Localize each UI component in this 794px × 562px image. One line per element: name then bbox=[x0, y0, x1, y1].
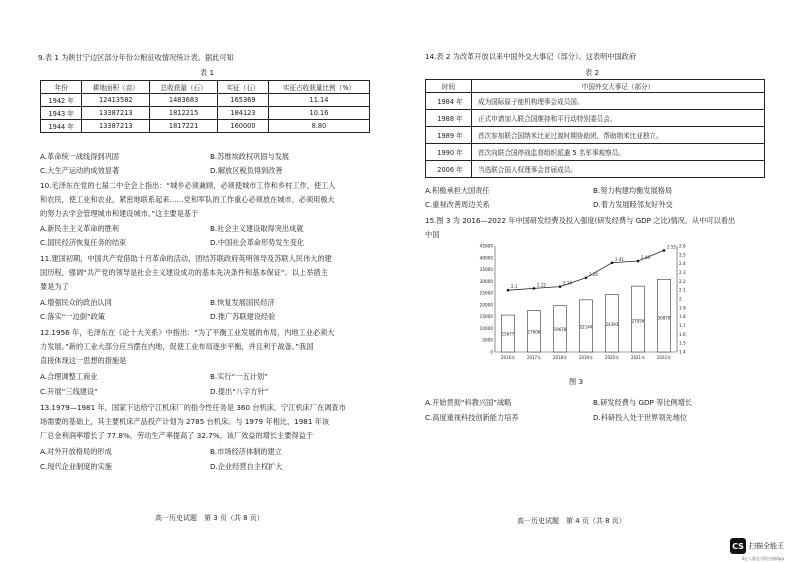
y-right-tick-label: 2.3 bbox=[679, 270, 686, 275]
bar-value-label: 19678 bbox=[553, 327, 567, 333]
q13-option-b: B.市场经济体制的建立 bbox=[210, 447, 282, 456]
y-right-tick-label: 1.6 bbox=[679, 331, 686, 337]
q15-option-d: D.科研投入处于世界领先地位 bbox=[593, 413, 688, 422]
y-right-tick-label: 1.7 bbox=[679, 323, 686, 328]
table-header-row bbox=[41, 81, 370, 94]
table-header-cell: 时间 bbox=[426, 80, 472, 93]
q9-stem: 9.表 1 为陕甘宁边区部分年份公粮征收情况统计表。据此可知 bbox=[38, 53, 234, 62]
intensity-point bbox=[663, 249, 666, 252]
table-cell: 1943 年 bbox=[41, 107, 82, 120]
table-cell: 12413582 bbox=[82, 94, 150, 107]
intensity-point bbox=[611, 261, 614, 264]
y-right-tick-label: 2.6 bbox=[679, 243, 686, 249]
q13-option-d: D.企业经营自主权扩大 bbox=[210, 462, 283, 471]
bar-value-label: 17606 bbox=[527, 329, 541, 335]
q11-option-c: C.落实“一边倒”政策 bbox=[40, 312, 106, 321]
table-row bbox=[41, 107, 370, 120]
table-2 bbox=[425, 79, 765, 178]
rd-chart bbox=[457, 240, 707, 368]
q14-stem: 14.表 2 为改革开放以来中国外交大事记（部分）。这表明中国政府 bbox=[425, 52, 637, 61]
table-header-cell: 耕地面积（亩） bbox=[82, 81, 150, 94]
q11-option-a: A.增强民众的政治认同 bbox=[40, 298, 112, 307]
y-left-tick-label: 45000 bbox=[479, 243, 493, 249]
y-right-tick-label: 1.8 bbox=[679, 314, 686, 320]
table-header-cell: 实征（石） bbox=[217, 81, 268, 94]
q15-option-c: C.高度重视科技创新能力培养 bbox=[425, 413, 519, 422]
y-left-tick-label: 10000 bbox=[479, 325, 493, 331]
table-cell: 8.80 bbox=[268, 120, 369, 133]
q10-stem-line: 10.毛泽东在党的七届二中全会上指出：“城乡必须兼顾，必须使城市工作和乡村工作，使工人 bbox=[40, 181, 336, 190]
table-cell: 正式申请加入联合国维持和平行动特别委员会。 bbox=[472, 110, 765, 127]
x-tick-label: 2017年 bbox=[526, 355, 542, 360]
bar-value-label: 27956 bbox=[631, 318, 645, 324]
q10-option-d: D.中国社会革命形势发生变化 bbox=[210, 238, 305, 247]
q10-stem-line: 的努力去学会管理城市和建设城市。”这主要是基于 bbox=[40, 209, 199, 218]
table-cell: 首次参加联合国纳米比亚过渡时期协助团，帮助纳米比亚独立。 bbox=[472, 127, 765, 144]
table-cell: 184123 bbox=[217, 107, 268, 120]
q12-option-a: A.合理调整工商业 bbox=[40, 372, 98, 381]
y-left-tick-label: 5000 bbox=[482, 337, 493, 343]
y-right-tick-label: 2.4 bbox=[679, 261, 686, 267]
table-header-row bbox=[426, 80, 765, 93]
table-1 bbox=[40, 80, 370, 133]
table-cell: 当选联合国人权理事会首届成员。 bbox=[472, 161, 765, 178]
y-left-tick-label: 15000 bbox=[479, 314, 493, 320]
q13-stem-line: 厂总金利润率增长了 77.8%，劳动生产率提高了 32.7%。该厂效益的增长主要得益于 bbox=[40, 431, 314, 440]
y-left-tick-label: 0 bbox=[490, 349, 493, 355]
q12-stem-line: 直接体现这一思想的措施是 bbox=[40, 356, 127, 365]
y-right-tick-label: 1.5 bbox=[679, 340, 686, 346]
y-right-tick-label: 2.5 bbox=[679, 252, 686, 258]
q13-stem-line: 13.1979—1981 年，国家下达给宁江机床厂的指令性任务是 360 台机床，宁江机床厂在调查市 bbox=[40, 403, 346, 412]
q14-option-d: D.着力发展睦邻友好外交 bbox=[593, 200, 673, 209]
x-tick-label: 2018年 bbox=[552, 355, 568, 360]
y-right-tick-label: 1.9 bbox=[679, 305, 686, 311]
intensity-value-label: 2.12 bbox=[537, 282, 546, 288]
q14-option-b: B.努力构建均衡发展格局 bbox=[593, 186, 673, 195]
q10-option-c: C.国民经济恢复任务的结束 bbox=[40, 238, 127, 247]
intensity-value-label: 2.24 bbox=[589, 271, 598, 277]
scanner-watermark bbox=[730, 538, 784, 561]
table-cell: 1988 年 bbox=[426, 110, 472, 127]
q11-option-b: B.恢复发展国民经济 bbox=[210, 298, 275, 307]
table-row bbox=[426, 144, 765, 161]
y-left-tick-label: 35000 bbox=[479, 267, 493, 273]
q12-option-b: B.实行“一五计划” bbox=[210, 372, 268, 381]
q12-option-c: C.开展“三线建设” bbox=[40, 387, 98, 396]
q15-stem-line: 15.图 3 为 2016—2022 年中国研发经费及投入强度(研发经费与 GDP 之比)情况。从中可以看出 bbox=[425, 216, 736, 225]
table-row bbox=[426, 93, 765, 110]
q11-stem-line: 要是为了 bbox=[40, 282, 69, 291]
table-cell: 1942 年 bbox=[41, 94, 82, 107]
y-left-tick-label: 25000 bbox=[479, 290, 493, 296]
figure3-caption: 图 3 bbox=[569, 377, 584, 386]
y-left-tick-label: 30000 bbox=[479, 278, 493, 284]
intensity-value-label: 2.41 bbox=[615, 256, 624, 262]
y-left-tick-label: 40000 bbox=[479, 255, 493, 261]
page-footer: 高一历史试题 第 3 页（共 8 页） bbox=[155, 514, 264, 522]
table-cell: 1483683 bbox=[150, 94, 218, 107]
table-cell: 成为国际原子能机构理事会成员国。 bbox=[472, 93, 765, 110]
table-cell: 首次向联合国停战监督组织派遣 5 名军事观察员。 bbox=[472, 144, 765, 161]
q9-option-d: D.解放区税负得到改善 bbox=[210, 166, 283, 175]
table-cell: 1990 年 bbox=[426, 144, 472, 161]
table2-caption: 表 2 bbox=[585, 68, 600, 77]
q13-stem-line: 场需要的基础上，其主要机床产品投产计划为 2785 台机床。与 1979 年相比，1981 年该 bbox=[40, 417, 330, 426]
table-row bbox=[426, 127, 765, 144]
table-cell: 13387213 bbox=[82, 120, 150, 133]
table-row bbox=[41, 120, 370, 133]
table-cell: 1944 年 bbox=[41, 120, 82, 133]
q13-option-c: C.现代企业制度的实施 bbox=[40, 462, 112, 471]
bar-value-label: 22144 bbox=[579, 324, 593, 330]
bar-value-label: 15677 bbox=[501, 331, 515, 337]
y-right-tick-label: 1.4 bbox=[679, 349, 686, 355]
q14-option-a: A.积极承担大国责任 bbox=[425, 186, 490, 195]
table-cell: 2006 年 bbox=[426, 161, 472, 178]
x-tick-label: 2019年 bbox=[578, 355, 594, 360]
q15-option-a: A.开始贯彻“科教兴国”战略 bbox=[425, 398, 512, 407]
x-tick-label: 2022年 bbox=[656, 355, 672, 360]
intensity-value-label: 2.55 bbox=[667, 244, 676, 250]
q15-stem-line: 中国 bbox=[425, 230, 440, 239]
table-cell: 1989 年 bbox=[426, 127, 472, 144]
intensity-point bbox=[533, 287, 536, 290]
camscanner-logo-icon: CS bbox=[730, 538, 746, 554]
table-cell: 11.14 bbox=[268, 94, 369, 107]
y-right-tick-label: 2.2 bbox=[679, 278, 686, 284]
table-cell: 10.16 bbox=[268, 107, 369, 120]
q12-stem-line: 12.1956 年，毛泽东在《论十大关系》中指出：“为了平衡工业发展的布局，内地工业必须大 bbox=[40, 328, 335, 337]
q12-option-d: D.提出“八字方针” bbox=[210, 387, 269, 396]
table-cell: 1812215 bbox=[150, 107, 218, 120]
intensity-point bbox=[585, 277, 588, 280]
x-tick-label: 2016年 bbox=[500, 355, 516, 360]
table-row bbox=[426, 110, 765, 127]
q15-option-b: B.研发经费与 GDP 等比例增长 bbox=[593, 398, 693, 407]
table-header-cell: 实征占收获量比例（%） bbox=[268, 81, 369, 94]
scanner-tagline: 3亿人都在用的扫描App bbox=[741, 556, 784, 561]
table-row bbox=[426, 161, 765, 178]
left-page bbox=[0, 0, 397, 560]
table-cell: 160000 bbox=[217, 120, 268, 133]
table-cell: 1984 年 bbox=[426, 93, 472, 110]
table-cell: 13387213 bbox=[82, 107, 150, 120]
q9-option-a: A.革命统一战线得到巩固 bbox=[40, 152, 119, 161]
table-cell: 1817221 bbox=[150, 120, 218, 133]
right-page bbox=[397, 0, 794, 560]
q13-option-a: A.对外开放格局的形成 bbox=[40, 447, 112, 456]
intensity-value-label: 2.1 bbox=[511, 284, 518, 290]
bar-value-label: 30870 bbox=[657, 315, 671, 321]
table-cell: 165369 bbox=[217, 94, 268, 107]
page-footer: 高一历史试题 第 4 页（共 8 页） bbox=[517, 517, 626, 525]
q10-option-a: A.新民主主义革命的胜利 bbox=[40, 224, 119, 233]
q14-option-c: C.重视改善周边关系 bbox=[425, 200, 490, 209]
q10-option-b: B.社会主义建设取得突出成就 bbox=[210, 224, 304, 233]
table-row bbox=[41, 94, 370, 107]
y-right-tick-label: 2.1 bbox=[679, 287, 686, 293]
y-left-tick-label: 20000 bbox=[479, 302, 493, 308]
bar-value-label: 24393 bbox=[605, 322, 619, 328]
x-tick-label: 2020年 bbox=[604, 355, 620, 360]
q11-stem-line: 11.建国初期，中国共产党借助十月革命的活动，团结苏联政府英明领导及苏联人民伟大的建 bbox=[40, 254, 332, 263]
y-right-tick-label: 2 bbox=[679, 296, 682, 302]
table-header-cell: 年份 bbox=[41, 81, 82, 94]
scanner-name: 扫描全能王 bbox=[749, 542, 784, 550]
q12-stem-line: 力发展。”新的工业大部分应当摆在内地，促使工业布局逐步平衡，并且利于战备。”我国 bbox=[40, 342, 314, 351]
q11-option-d: D.推广苏联建设经验 bbox=[210, 312, 276, 321]
intensity-point bbox=[507, 289, 510, 292]
intensity-value-label: 2.14 bbox=[563, 280, 572, 286]
x-tick-label: 2021年 bbox=[630, 355, 646, 360]
table-header-cell: 中国外交大事记（部分） bbox=[472, 80, 765, 93]
table1-caption: 表 1 bbox=[200, 68, 215, 77]
q11-stem-line: 国历程，强调“共产党的领导是社会主义建设成功的基本先决条件和基本保证”。以上举措主 bbox=[40, 268, 328, 277]
q9-option-b: B.苏维埃政权巩固与发展 bbox=[210, 152, 290, 161]
q9-option-c: C.大生产运动的成效显著 bbox=[40, 166, 120, 175]
intensity-point bbox=[559, 285, 562, 288]
q10-stem-line: 和农民，使工业和农业，紧密地联系起来……党和军队的工作重心必须放在城市，必须用极大 bbox=[40, 195, 335, 204]
intensity-point bbox=[637, 260, 640, 263]
intensity-value-label: 2.43 bbox=[641, 255, 650, 261]
table-header-cell: 总收获量（石） bbox=[150, 81, 218, 94]
